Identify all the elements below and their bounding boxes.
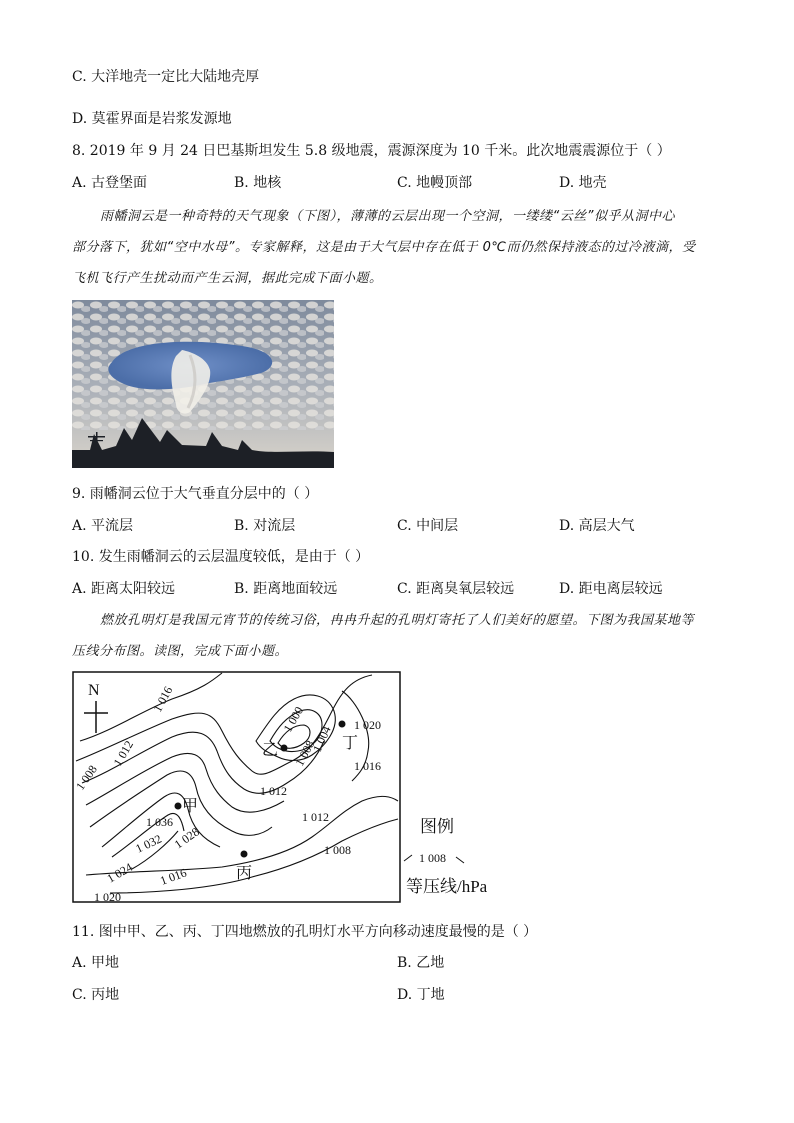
q9-option-b: B. 对流层	[234, 518, 296, 534]
q7-option-c: C. 大洋地壳一定比大陆地壳厚	[72, 69, 260, 85]
isobar-label: 1 020	[354, 718, 381, 732]
isobar-label: 1 036	[146, 815, 173, 829]
isobar-label: 1 016	[354, 759, 381, 773]
q11-option-b: B. 乙地	[397, 955, 445, 971]
q10-option-a: A. 距离太阳较远	[72, 581, 176, 597]
passage2-line1: 燃放孔明灯是我国元宵节的传统习俗，冉冉升起的孔明灯寄托了人们美好的愿望。下图为我国某地等	[100, 613, 695, 628]
point-ding-label: 丁	[342, 735, 359, 752]
q11-option-d: D. 丁地	[397, 987, 445, 1003]
isobar-label: 1 020	[94, 890, 121, 903]
isobar-label: 1 016	[150, 683, 176, 715]
q10-stem: 10. 发生雨幡洞云的云层温度较低，是由于（ ）	[72, 549, 370, 565]
passage1-line3: 飞机飞行产生扰动而产生云洞，据此完成下面小题。	[72, 271, 383, 286]
point-yi-label: 乙	[262, 742, 279, 759]
q9-stem: 9. 雨幡洞云位于大气垂直分层中的（ ）	[72, 486, 319, 502]
isobar-label: 1 008	[292, 737, 318, 769]
isobar-label: 1 024	[104, 859, 135, 886]
point-ding-marker	[339, 721, 346, 728]
q8-option-b: B. 地核	[234, 175, 282, 191]
isobar-label: 1 012	[302, 810, 329, 824]
isobar-label: 1 028	[171, 824, 202, 852]
point-bing-label: 丙	[236, 865, 253, 882]
isobar-map	[72, 671, 512, 903]
isobar-label: 1 016	[158, 865, 189, 888]
q11-option-a: A. 甲地	[72, 955, 120, 971]
passage1-line1: 雨幡洞云是一种奇特的天气现象（下图），薄薄的云层出现一个空洞，一缕缕“云丝”似乎从洞中心	[100, 209, 675, 224]
q8-option-d: D. 地壳	[559, 175, 607, 191]
isobar-label: 1 012	[110, 738, 137, 769]
cloud-photo-image	[72, 300, 334, 468]
legend-title: 图例	[420, 817, 454, 836]
q9-option-a: A. 平流层	[72, 518, 134, 534]
q10-option-d: D. 距电离层较远	[559, 581, 663, 597]
point-yi-marker	[281, 745, 288, 752]
isobar-label: 1 004	[309, 723, 334, 755]
isobar-map-figure	[72, 671, 512, 903]
q7-option-d: D. 莫霍界面是岩浆发源地	[72, 111, 232, 127]
isobar-label: 1 008	[324, 843, 351, 857]
q8-stem: 8. 2019 年 9 月 24 日巴基斯坦发生 5.8 级地震，震源深度为 10 千米。此次地震震源位于（ ）	[72, 143, 671, 159]
isobar-lines	[76, 673, 398, 893]
isobar-label: 1 000	[280, 704, 307, 735]
passage1-line2: 部分落下，犹如“空中水母”。专家解释，这是由于大气层中存在低于 0℃而仍然保持液态的过冷液滴，受	[72, 240, 696, 255]
legend-caption: 等压线/hPa	[406, 877, 488, 896]
passage2-line2: 压线分布图。读图，完成下面小题。	[72, 644, 289, 659]
q8-option-c: C. 地幔顶部	[397, 175, 473, 191]
q8-option-a: A. 古登堡面	[72, 175, 148, 191]
point-jia-marker	[175, 803, 182, 810]
point-bing-marker	[241, 851, 248, 858]
q9-option-d: D. 高层大气	[559, 518, 635, 534]
isobar-label: 1 032	[133, 831, 164, 856]
isobar-label: 1 008	[72, 762, 100, 793]
legend-sample-value: 1 008	[419, 851, 446, 865]
point-jia-label: 甲	[182, 798, 199, 815]
q11-stem: 11. 图中甲、乙、丙、丁四地燃放的孔明灯水平方向移动速度最慢的是（ ）	[72, 924, 538, 940]
fallstreak-cloud-photo	[72, 300, 334, 468]
q9-option-c: C. 中间层	[397, 518, 459, 534]
isobar-label: 1 012	[260, 784, 287, 798]
q10-option-c: C. 距离臭氧层较远	[397, 581, 515, 597]
q11-option-c: C. 丙地	[72, 987, 120, 1003]
q10-option-b: B. 距离地面较远	[234, 581, 338, 597]
north-label: N	[88, 682, 100, 699]
